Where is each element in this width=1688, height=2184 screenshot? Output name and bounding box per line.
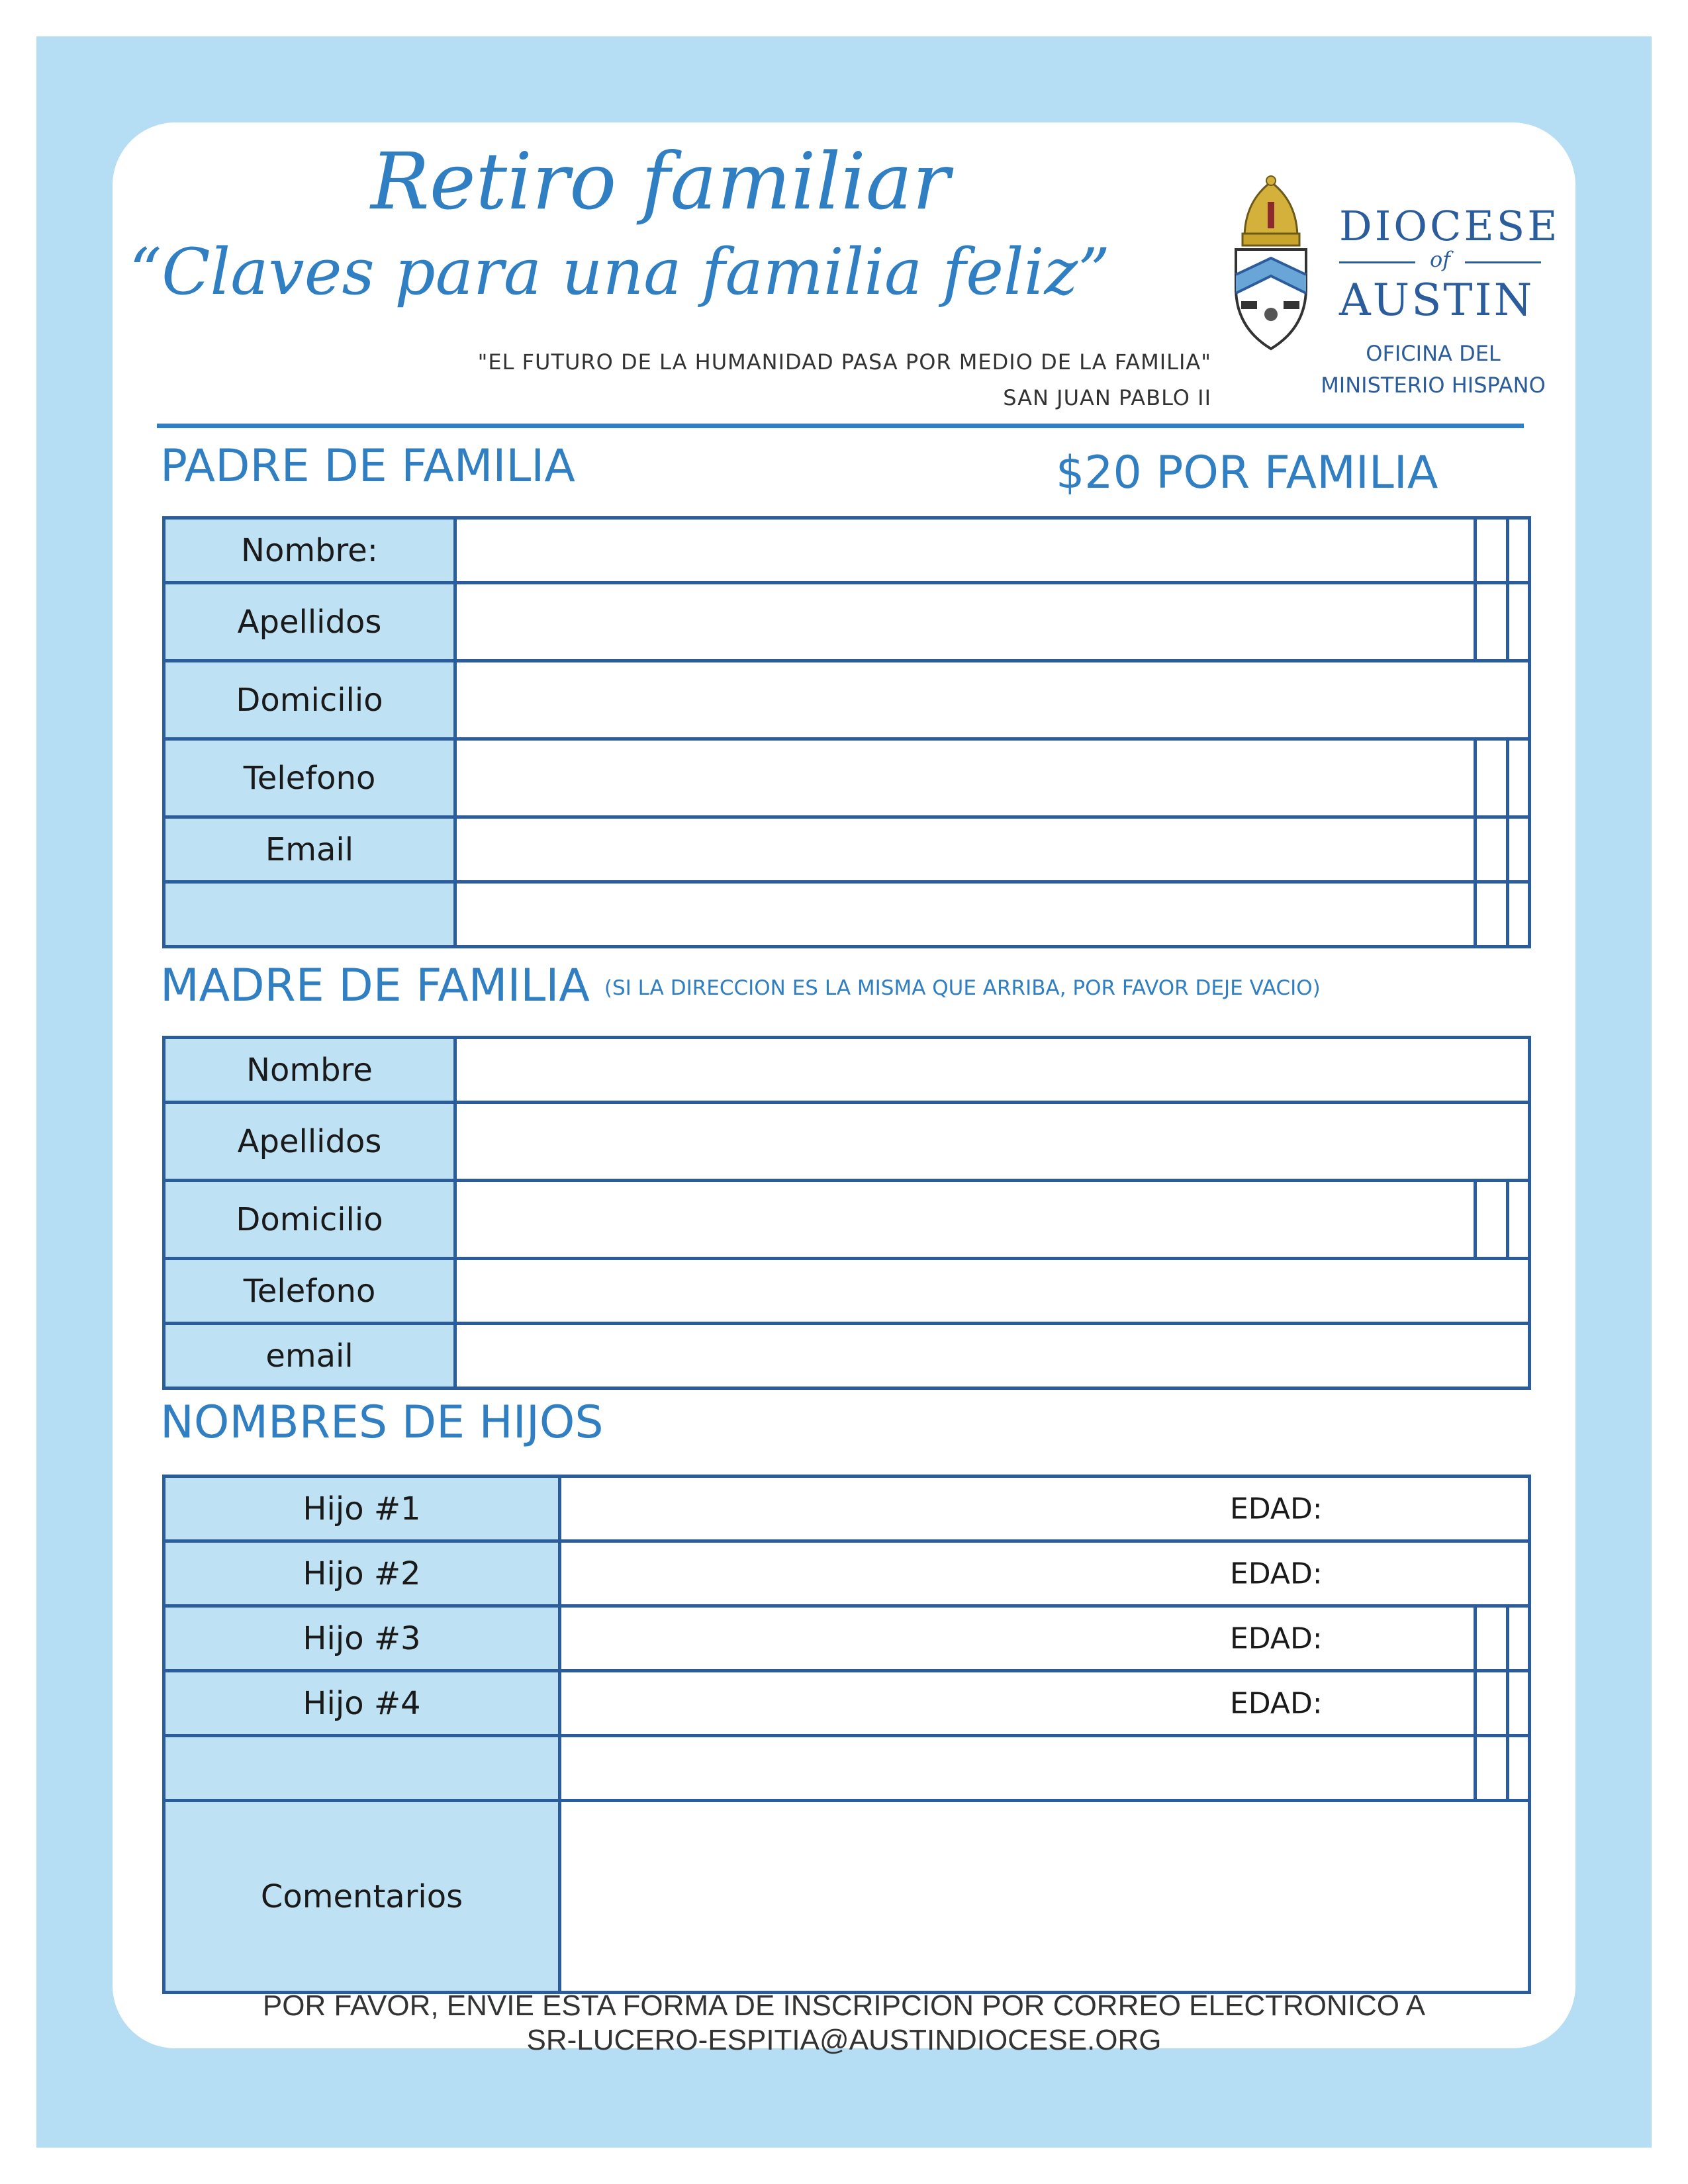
header-divider xyxy=(157,424,1524,428)
madre-table xyxy=(162,1036,1531,1390)
padre-label-telefono: Telefono xyxy=(164,739,455,817)
madre-label-domicilio: Domicilio xyxy=(164,1181,455,1259)
hijo-input-1[interactable] xyxy=(560,1477,1530,1541)
price-label: $20 POR FAMILIA xyxy=(1056,447,1438,499)
madre-input-apellidos[interactable] xyxy=(455,1103,1530,1181)
comentarios-row xyxy=(164,1801,1530,1993)
tick-marks xyxy=(1474,817,1509,882)
edad-label: EDAD: xyxy=(1230,1557,1323,1590)
madre-row-domicilio xyxy=(164,1181,1530,1259)
hijos-table xyxy=(162,1475,1531,1994)
diocese-logo xyxy=(1228,175,1572,400)
logo-office xyxy=(1294,338,1572,401)
padre-label-domicilio: Domicilio xyxy=(164,661,455,739)
hijo-input-3[interactable] xyxy=(560,1606,1530,1671)
hijo-label-4: Hijo #4 xyxy=(164,1671,560,1736)
padre-heading: PADRE DE FAMILIA xyxy=(160,440,575,492)
comentarios-label: Comentarios xyxy=(164,1801,560,1993)
diocese-crest-icon xyxy=(1228,175,1314,354)
padre-row-extra xyxy=(164,882,1530,947)
madre-label-nombre: Nombre xyxy=(164,1038,455,1103)
hijo-label-3: Hijo #3 xyxy=(164,1606,560,1671)
padre-label-extra xyxy=(164,882,455,947)
tick-marks xyxy=(1474,518,1509,583)
padre-label-nombre: Nombre: xyxy=(164,518,455,583)
comentarios-input[interactable] xyxy=(560,1801,1530,1993)
tick-marks xyxy=(1474,882,1509,947)
padre-row-telefono xyxy=(164,739,1530,817)
edad-label: EDAD: xyxy=(1230,1621,1323,1655)
madre-input-telefono[interactable] xyxy=(455,1259,1530,1324)
padre-input-apellidos[interactable] xyxy=(455,583,1530,661)
padre-row-nombre xyxy=(164,518,1530,583)
hijo-input-4[interactable] xyxy=(560,1671,1530,1736)
tick-marks xyxy=(1474,582,1509,661)
footer-line1: POR FAVOR, ENVIE ESTA FORMA DE INSCRIPCION POR CORREO ELECTRONICO A xyxy=(262,1989,1426,2022)
title-retiro: Retiro familiar xyxy=(371,136,950,227)
madre-input-domicilio[interactable] xyxy=(455,1181,1530,1259)
padre-input-telefono[interactable] xyxy=(455,739,1530,817)
madre-label-apellidos: Apellidos xyxy=(164,1103,455,1181)
hijo-label-extra xyxy=(164,1736,560,1801)
padre-input-domicilio[interactable] xyxy=(455,661,1530,739)
logo-of: of xyxy=(1429,247,1451,272)
hijos-heading: NOMBRES DE HIJOS xyxy=(160,1396,604,1449)
madre-heading: MADRE DE FAMILIA xyxy=(160,960,590,1012)
tick-marks xyxy=(1474,1606,1509,1671)
hijo-row-1 xyxy=(164,1477,1530,1541)
tick-marks xyxy=(1474,1670,1509,1736)
hijo-input-2[interactable] xyxy=(560,1541,1530,1606)
hijo-row-2 xyxy=(164,1541,1530,1606)
hijo-row-4 xyxy=(164,1671,1530,1736)
logo-diocese: DIOCESE xyxy=(1339,202,1560,250)
padre-input-extra[interactable] xyxy=(455,882,1530,947)
quote-text: "EL FUTURO DE LA HUMANIDAD PASA POR MEDIO DE LA FAMILIA" xyxy=(477,349,1211,375)
logo-austin: AUSTIN xyxy=(1339,275,1534,326)
padre-row-domicilio xyxy=(164,661,1530,739)
madre-input-email[interactable] xyxy=(455,1324,1530,1388)
tick-marks xyxy=(1474,739,1509,817)
tick-marks xyxy=(1474,1180,1509,1259)
hijo-input-extra[interactable] xyxy=(560,1736,1530,1801)
edad-label: EDAD: xyxy=(1230,1492,1323,1525)
footer-email: SR-LUCERO-ESPITIA@AUSTINDIOCESE.ORG xyxy=(526,2024,1162,2056)
tick-marks xyxy=(1474,1735,1509,1801)
hijo-label-1: Hijo #1 xyxy=(164,1477,560,1541)
padre-input-nombre[interactable] xyxy=(455,518,1530,583)
padre-input-email[interactable] xyxy=(455,817,1530,882)
hijo-label-2: Hijo #2 xyxy=(164,1541,560,1606)
madre-input-nombre[interactable] xyxy=(455,1038,1530,1103)
title-claves: “Claves para una familia feliz” xyxy=(129,235,1111,309)
madre-label-telefono: Telefono xyxy=(164,1259,455,1324)
padre-row-apellidos xyxy=(164,583,1530,661)
padre-label-apellidos: Apellidos xyxy=(164,583,455,661)
madre-heading-line xyxy=(160,960,1321,1012)
logo-rule-right xyxy=(1465,261,1541,263)
madre-label-email: email xyxy=(164,1324,455,1388)
madre-row-email xyxy=(164,1324,1530,1388)
padre-table xyxy=(162,516,1531,948)
madre-row-apellidos xyxy=(164,1103,1530,1181)
office-line2: MINISTERIO HISPANO xyxy=(1321,373,1546,398)
quote xyxy=(478,344,1211,416)
edad-label: EDAD: xyxy=(1230,1686,1323,1720)
quote-author: SAN JUAN PABLO II xyxy=(1003,385,1211,410)
hijo-row-extra xyxy=(164,1736,1530,1801)
footer-instructions xyxy=(113,1989,1575,2058)
madre-row-nombre xyxy=(164,1038,1530,1103)
padre-row-email xyxy=(164,817,1530,882)
madre-row-telefono xyxy=(164,1259,1530,1324)
padre-label-email: Email xyxy=(164,817,455,882)
office-line1: OFICINA DEL xyxy=(1366,341,1501,366)
hijo-row-3 xyxy=(164,1606,1530,1671)
madre-note: (SI LA DIRECCION ES LA MISMA QUE ARRIBA, POR FAVOR DEJE VACIO) xyxy=(604,976,1321,1001)
